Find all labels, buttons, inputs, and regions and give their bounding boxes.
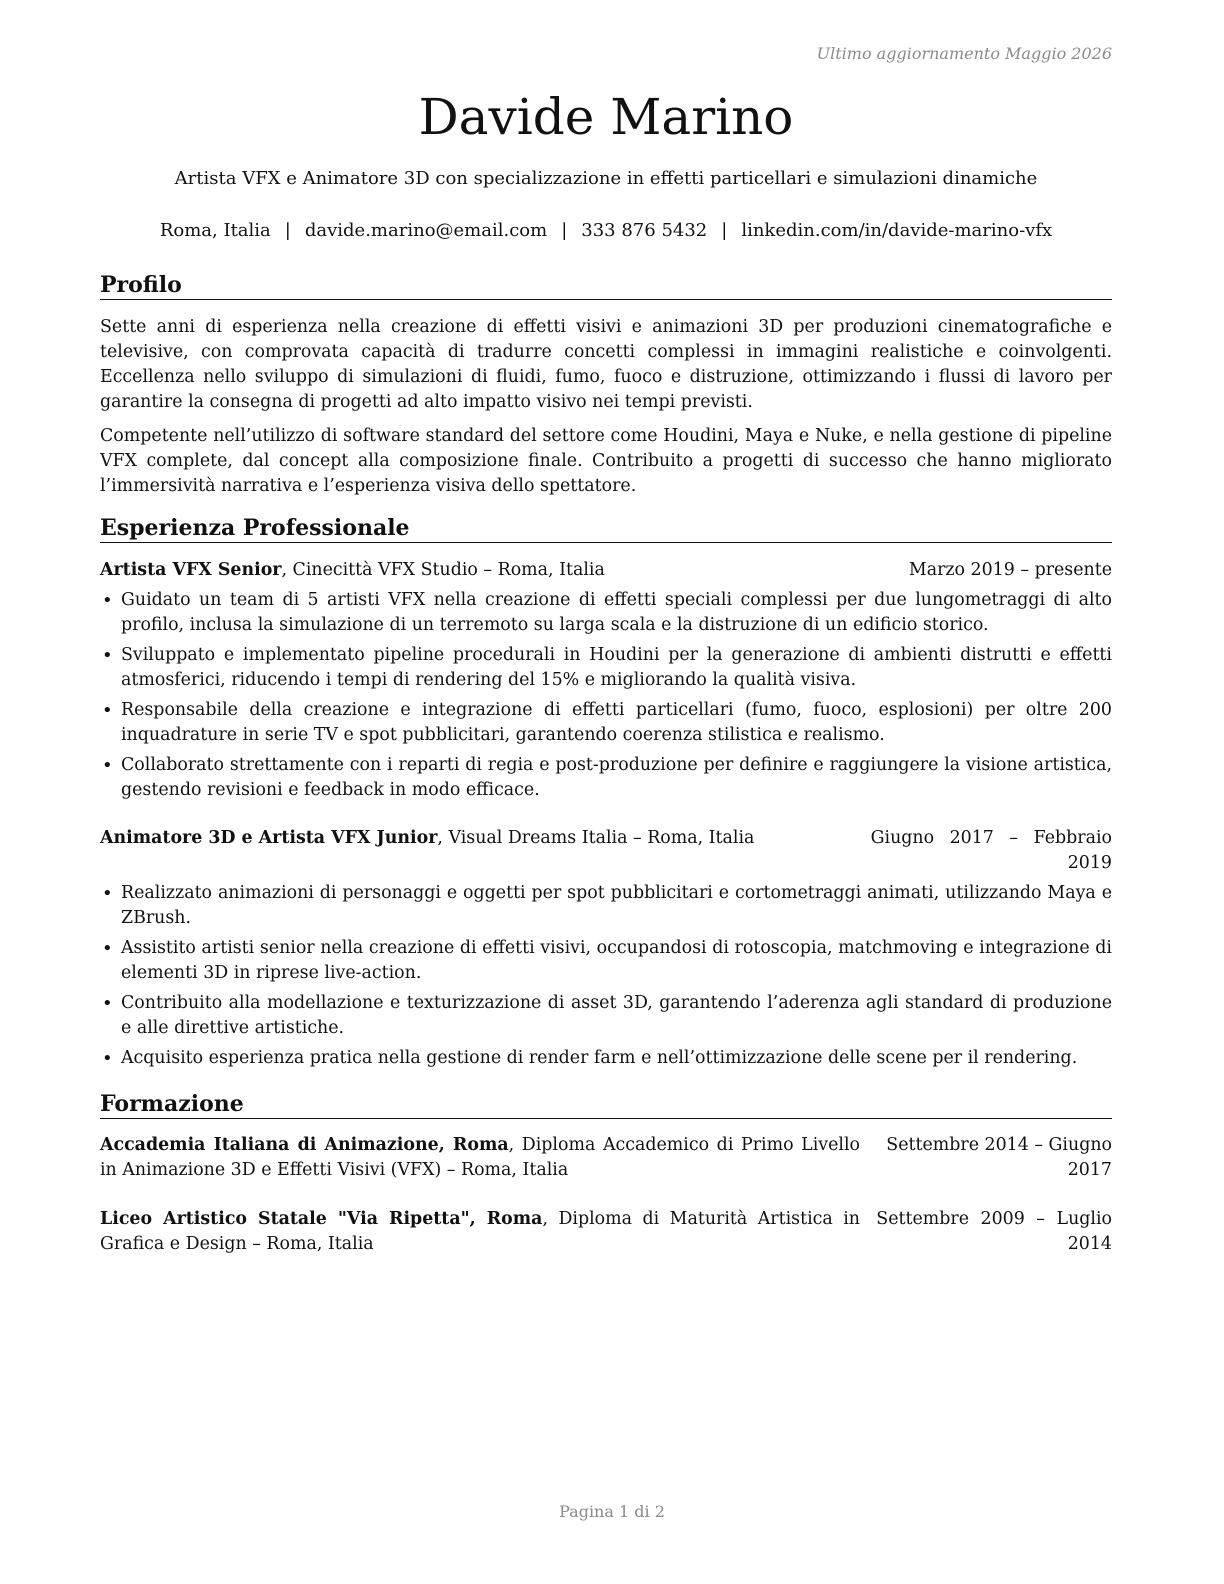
education-dates <box>862 1133 1112 1183</box>
job-company: , Cinecittà VFX Studio – Roma, Italia <box>281 560 605 580</box>
education-dates-line: 2014 <box>1067 1234 1112 1254</box>
education-detail: , Diploma Accademico di Primo Livello in Animazione 3D e Effetti Visivi (VFX) – Roma, Italia <box>100 1135 860 1180</box>
list-item: • Collaborato strettamente con i reparti di regia e post-produzione per definire e raggiungere la visione artistica, gestendo revisioni e feedback in modo efficace. <box>100 753 1112 803</box>
job-company: , Visual Dreams Italia – Roma, Italia <box>437 828 755 848</box>
job-dates-line: 2019 <box>1067 853 1112 873</box>
education-school: Liceo Artistico Statale "Via Ripetta", Roma <box>100 1209 543 1229</box>
list-item: • Contribuito alla modellazione e texturizzazione di asset 3D, garantendo l’aderenza agli standard di produzione e alle direttive artistiche. <box>100 991 1112 1041</box>
job-dates: Marzo 2019 – presente <box>908 560 1112 580</box>
contact-line <box>100 219 1112 243</box>
list-item: • Guidato un team di 5 artisti VFX nella creazione di effetti speciali complessi per due lungometraggi di alto profilo, inclusa la simulazione di un terremoto su larga scala e la distruzione di un edificio storico. <box>100 588 1112 638</box>
profile-paragraph: Sette anni di esperienza nella creazione di effetti visivi e animazioni 3D per produzioni cinematografiche e televisive, con comprovata capacità di tradurre concetti complessi in immagini realistiche e coinvolgenti. Eccellenza nello sviluppo di simulazioni di fluidi, fumo, fuoco e distruzione, ottimizzando i flussi di lavoro per garantire la consegna di progetti ad alto impatto visivo nei tempi previsti. <box>100 317 1112 412</box>
job-dates-line: Giugno 2017 – Febbraio <box>870 828 1112 848</box>
list-item: • Responsabile della creazione e integrazione di effetti particellari (fumo, fuoco, esplosioni) per oltre 200 inquadrature in serie TV e spot pubblicitari, garantendo coerenza stilistica e realismo. <box>100 698 1112 748</box>
contact-separator: | <box>721 220 728 241</box>
list-item: • Acquisito esperienza pratica nella gestione di render farm e nell’ottimizzazione delle scene per il rendering. <box>100 1046 1112 1071</box>
job-bullets <box>100 588 1112 808</box>
tagline: Artista VFX e Animatore 3D con specializzazione in effetti particellari e simulazioni dinamiche <box>174 168 1038 189</box>
contact-location: Roma, Italia <box>159 220 271 241</box>
last-updated: Ultimo aggiornamento Maggio 2026 <box>816 44 1112 63</box>
contact-email[interactable]: davide.marino@email.com <box>304 220 548 241</box>
education-dates-line: Settembre 2014 – Giugno <box>886 1135 1112 1155</box>
education-dates <box>862 1207 1112 1257</box>
profile-paragraph: Competente nell’utilizzo di software standard del settore come Houdini, Maya e Nuke, e nella gestione di pipeline VFX complete, dal concept alla composizione finale. Contribuito a progetti di successo che hanno migliorato l’immersività narrativa e l’esperienza visiva dello spettatore. <box>100 426 1112 496</box>
list-item: • Sviluppato e implementato pipeline procedurali in Houdini per la generazione di ambienti distrutti e effetti atmosferici, riducendo i tempi di rendering del 15% e migliorando la qualità visiva. <box>100 643 1112 693</box>
job-role: Artista VFX Senior <box>100 560 282 580</box>
job-bullets <box>100 881 1112 1076</box>
education-detail: , Diploma di Maturità Artistica in Grafica e Design – Roma, Italia <box>100 1209 860 1254</box>
education-school: Accademia Italiana di Animazione, Roma <box>100 1135 509 1155</box>
education-dates-line: Settembre 2009 – Luglio <box>876 1209 1112 1229</box>
contact-phone: 333 876 5432 <box>581 220 708 241</box>
candidate-name: Davide Marino <box>418 88 794 146</box>
contact-separator: | <box>284 220 291 241</box>
section-title-profile: Profilo <box>100 271 1112 300</box>
section-title-education: Formazione <box>100 1090 1112 1119</box>
list-item: • Assistito artisti senior nella creazione di effetti visivi, occupandosi di rotoscopia, matchmoving e integrazione di elementi 3D in riprese live-action. <box>100 936 1112 986</box>
contact-linkedin[interactable]: linkedin.com/in/davide-marino-vfx <box>741 220 1053 241</box>
section-title-experience: Esperienza Professionale <box>100 514 1112 543</box>
page-number: Pagina 1 di 2 <box>559 1502 665 1521</box>
contact-separator: | <box>561 220 568 241</box>
education-dates-line: 2017 <box>1067 1160 1112 1180</box>
job-role: Animatore 3D e Artista VFX Junior <box>100 828 438 848</box>
list-item: • Realizzato animazioni di personaggi e oggetti per spot pubblicitari e cortometraggi animati, utilizzando Maya e ZBrush. <box>100 881 1112 931</box>
job-dates <box>871 826 1112 876</box>
